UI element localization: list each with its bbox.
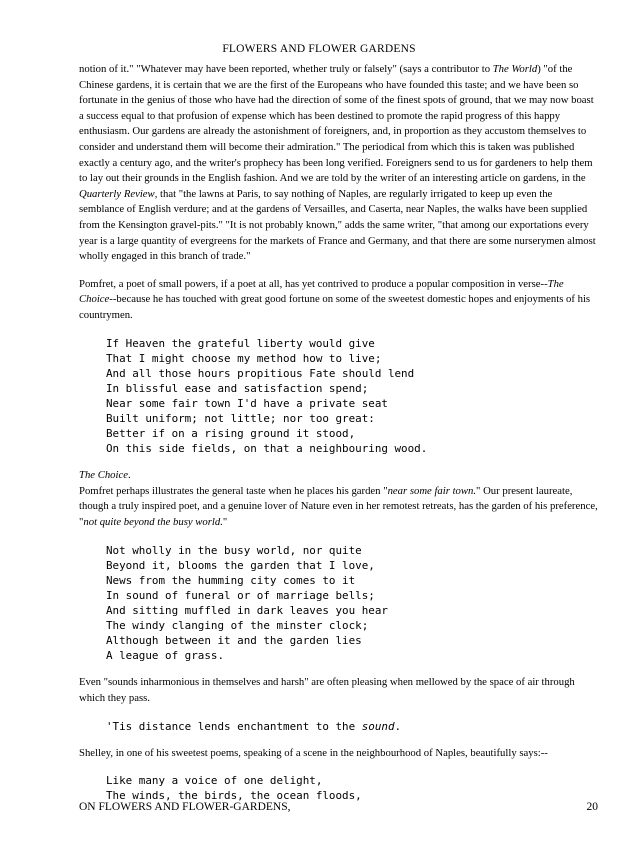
verse-line: That I might choose my method how to live; bbox=[106, 351, 382, 365]
text-run: Pomfret, a poet of small powers, if a poet at all, has yet contrived to produce a popular composition in verse-- bbox=[79, 277, 548, 290]
text-run: , that "the lawns at Paris, to say nothing of Naples, are regularly irrigated to keep up even the semblance of English verdure; and at the gardens of Versailles, and Caserta, near Naples, the walks have been supplied from the Kensington gravel-pits." "It is not probably known," adds the same writer, "that among our exportations every year is a large quantity of evergreens for the markets of France and Germany, and that there are some nurserymen almost wholly engaged in this branch of trade." bbox=[79, 187, 596, 263]
paragraph-world-quote bbox=[79, 62, 599, 265]
italic-quote: not quite beyond the busy world. bbox=[83, 516, 223, 529]
running-header: FLOWERS AND FLOWER GARDENS bbox=[222, 43, 416, 55]
text-run: . bbox=[394, 719, 402, 733]
italic-title: The Choice bbox=[79, 277, 564, 306]
text-run: " bbox=[222, 516, 228, 529]
text-run: Pomfret perhaps illustrates the general taste when he places his garden " bbox=[79, 484, 388, 497]
verse-tennyson bbox=[79, 543, 599, 664]
verse-line: Near some fair town I'd have a private seat bbox=[106, 396, 388, 410]
verse-line: Not wholly in the busy world, nor quite bbox=[106, 543, 362, 557]
text-run: 'Tis distance lends enchantment to the bbox=[106, 719, 362, 733]
text-run: notion of it." "Whatever may have been reported, whether truly or falsely" (says a contributor to bbox=[79, 63, 493, 75]
verse-line: News from the humming city comes to it bbox=[106, 573, 356, 587]
page-body bbox=[79, 62, 599, 803]
italic-title: The Choice bbox=[79, 469, 128, 482]
verse-line: Like many a voice of one delight, bbox=[106, 774, 323, 788]
italic-quote: near some fair town. bbox=[387, 484, 477, 497]
verse-line: In blissful ease and satisfaction spend; bbox=[106, 381, 369, 395]
paragraph-pomfret bbox=[79, 277, 599, 324]
verse-line-distance bbox=[106, 719, 599, 734]
verse-shelley bbox=[79, 773, 599, 803]
verse-line: A league of grass. bbox=[106, 649, 225, 663]
page-number: 20 bbox=[586, 801, 598, 813]
verse-line: If Heaven the grateful liberty would give bbox=[106, 336, 375, 350]
italic-word: sound bbox=[361, 719, 395, 733]
verse-line: On this side fields, on that a neighbouring wood. bbox=[106, 442, 428, 456]
verse-choice bbox=[79, 336, 599, 457]
verse-line: Built uniform; not little; nor too great: bbox=[106, 411, 375, 425]
text-run: ) "of the Chinese gardens, it is certain that we are the first of the Europeans who have founded this taste; and we have been so fortunate in the genius of those who have had the direction of some of the finest spots of ground, that we may now boast a success equal to that profusion of expense which has been destined to promote the rapid progress of this happy enthusiasm. Our gardens are already the astonishment of foreigners, and, in proportion as they accustom themselves to consider and understand them will become their admiration." The periodical from which this is taken was published exactly a century ago, and the writer's prophecy has been long verified. Foreigners send to us for gardeners to help them to lay out their grounds in the English fashion. And we are told by the writer of an interesting article on gardens, in the bbox=[79, 63, 594, 185]
running-footer-title: ON FLOWERS AND FLOWER-GARDENS, bbox=[79, 801, 291, 813]
paragraph-choice-attribution bbox=[79, 468, 599, 530]
text-run: . bbox=[127, 469, 131, 482]
paragraph-sounds: Even "sounds inharmonious in themselves and harsh" are often pleasing when mellowed by the space of air through which they pass. bbox=[79, 676, 575, 704]
verse-line: Beyond it, blooms the garden that I love, bbox=[106, 558, 375, 572]
verse-line: And all those hours propitious Fate should lend bbox=[106, 366, 415, 380]
text-run: --because he has touched with great good fortune on some of the sweetest domestic hopes and enjoyments of his countrymen. bbox=[79, 293, 591, 321]
verse-line: The winds, the birds, the ocean floods, bbox=[106, 789, 362, 803]
verse-line: Although between it and the garden lies bbox=[106, 634, 362, 648]
text-run: " Our present laureate, though a truly inspired poet, and a genuine lover of Nature even in her remotest retreats, has the garden of his preference, " bbox=[79, 484, 598, 529]
verse-line: The windy clanging of the minster clock; bbox=[106, 619, 369, 633]
verse-line: Better if on a rising ground it stood, bbox=[106, 427, 356, 441]
paragraph-shelley: Shelley, in one of his sweetest poems, speaking of a scene in the neighbourhood of Naples, beautifully says:-- bbox=[79, 746, 548, 759]
verse-line: And sitting muffled in dark leaves you hear bbox=[106, 604, 388, 617]
italic-title: Quarterly Review bbox=[79, 187, 155, 200]
verse-line: In sound of funeral or of marriage bells; bbox=[106, 588, 375, 602]
italic-title: The World bbox=[492, 63, 538, 75]
